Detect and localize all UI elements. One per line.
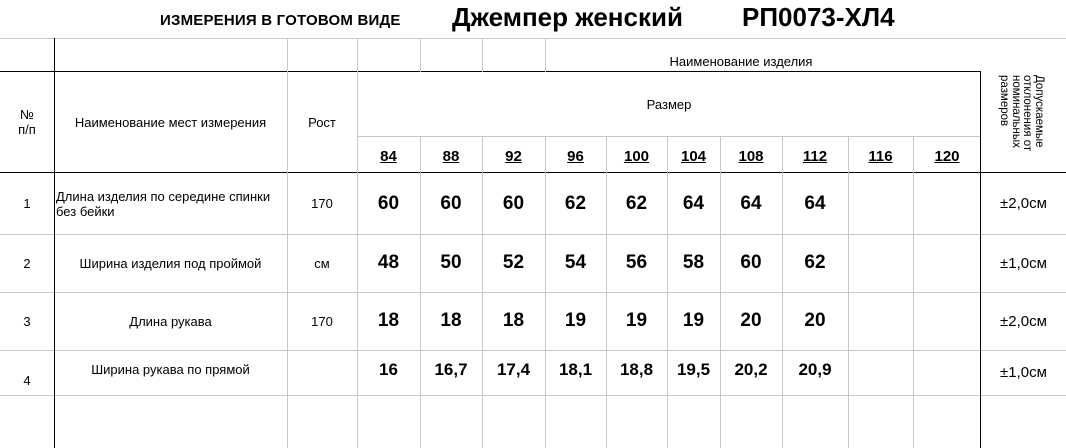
measurement-value: 17,4 <box>496 360 531 379</box>
tolerance-value: ±1,0см <box>1000 254 1047 272</box>
height-value: 170 <box>311 313 333 329</box>
measurement-value: 54 <box>564 252 587 273</box>
grid-line <box>0 38 1066 39</box>
measurement-value: 18 <box>440 310 462 331</box>
measurement-value: 64 <box>804 192 826 214</box>
measurement-place: Длина рукава <box>129 313 212 329</box>
product-code: РП0073-ХЛ4 <box>742 2 895 32</box>
size-header: 112 <box>802 147 828 165</box>
grid-line <box>357 136 981 137</box>
size-header: 104 <box>680 147 707 165</box>
measurement-value: 62 <box>564 192 587 214</box>
measurement-value: 60 <box>440 192 462 214</box>
height-value <box>287 350 357 395</box>
measurement-value: 18,8 <box>619 360 654 379</box>
header-height: Рост <box>308 114 336 130</box>
measurement-caption: ИЗМЕРЕНИЯ В ГОТОВОМ ВИДЕ <box>160 12 401 29</box>
measurement-value: 19,5 <box>676 360 711 379</box>
product-name: Джемпер женский <box>452 2 683 32</box>
measurement-value: 60 <box>740 252 762 273</box>
measurement-value: 60 <box>502 192 525 214</box>
header-tolerance-label: Допускаемые отклонения от номинальных размеров <box>998 75 1045 152</box>
measurement-value: 20 <box>804 310 826 331</box>
row-number: 2 <box>23 255 31 271</box>
measurement-value: 62 <box>625 192 648 214</box>
measurement-value <box>913 234 981 292</box>
size-header: 84 <box>380 147 397 165</box>
group-header: Наименование изделия <box>669 53 813 69</box>
measurement-value: 56 <box>625 252 648 273</box>
size-header: 88 <box>442 147 460 165</box>
tolerance-value: ±2,0см <box>1000 312 1047 330</box>
height-value: 170 <box>311 196 333 211</box>
document-title <box>0 0 1066 38</box>
measurement-value: 20,9 <box>798 360 832 379</box>
tolerance-value: ±2,0см <box>1000 195 1047 212</box>
measurement-value: 20 <box>740 310 762 331</box>
measurement-value: 16 <box>379 360 398 379</box>
measurement-value <box>913 173 981 234</box>
measurement-value: 62 <box>804 252 826 273</box>
measurement-value: 48 <box>377 252 400 273</box>
measurement-value <box>913 350 981 395</box>
measurement-value: 18,1 <box>558 360 593 379</box>
measurement-place: Ширина изделия под проймой <box>79 255 262 271</box>
grid-line <box>482 38 483 72</box>
measurement-value: 18 <box>502 310 525 331</box>
measurement-value <box>848 173 913 234</box>
grid-line <box>545 38 546 72</box>
measurement-value: 19 <box>682 310 705 331</box>
measurement-value: 52 <box>502 252 525 273</box>
measurement-value: 60 <box>377 192 400 214</box>
measurement-value <box>848 350 913 395</box>
size-header: 116 <box>868 147 893 165</box>
measurement-value: 16,7 <box>434 360 468 379</box>
size-header: 92 <box>505 147 522 165</box>
header-measurement-place: Наименование мест измерения <box>74 114 267 130</box>
size-header: 120 <box>934 147 960 165</box>
size-header: 100 <box>623 147 650 165</box>
row-number: 3 <box>23 313 31 329</box>
row-number: 4 <box>23 373 31 388</box>
measurement-value <box>913 292 981 350</box>
height-value: см <box>314 255 330 271</box>
header-size: Размер <box>646 96 692 112</box>
measurement-value: 64 <box>682 192 705 214</box>
grid-line <box>420 38 421 72</box>
row-number: 1 <box>23 196 31 211</box>
size-header: 96 <box>567 147 584 165</box>
measurement-value: 19 <box>564 310 587 331</box>
measurement-value <box>848 292 913 350</box>
measurement-place: Длина изделия по середине спинки без бейки <box>56 188 271 219</box>
tolerance-value: ±1,0см <box>1000 364 1047 381</box>
header-number: № п/п <box>18 107 36 137</box>
measurement-value: 20,2 <box>734 360 768 379</box>
measurement-value: 58 <box>682 252 705 273</box>
measurement-place: Ширина рукава по прямой <box>91 362 250 377</box>
measurement-value: 19 <box>625 310 648 331</box>
measurement-value: 18 <box>377 310 400 331</box>
measurement-value: 64 <box>740 192 762 214</box>
size-header: 108 <box>738 147 764 165</box>
measurement-value <box>848 234 913 292</box>
measurement-value: 50 <box>440 252 462 273</box>
header-tolerance <box>981 73 1061 173</box>
